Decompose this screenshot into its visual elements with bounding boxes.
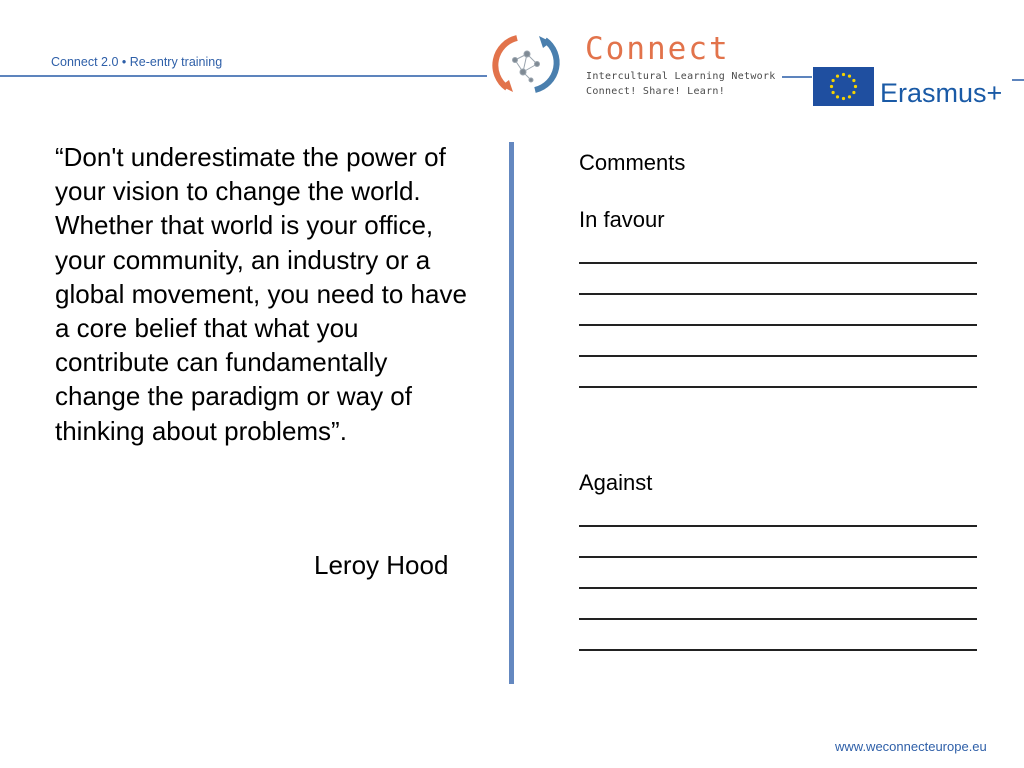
erasmus-logo-text: Erasmus+: [880, 78, 1003, 108]
footer-website-link[interactable]: www.weconnecteurope.eu: [835, 739, 987, 754]
in-favour-line[interactable]: [579, 326, 977, 357]
against-line[interactable]: [579, 620, 977, 651]
in-favour-lines: [579, 233, 979, 388]
quote-text: “Don't underestimate the power of your vision to change the world. Whether that world is your office, your community, an industry or a global movement, you need to have a core belief that what you contribute can fundamentally change the paradigm or way of thinking about problems”.: [55, 142, 467, 446]
in-favour-line[interactable]: [579, 357, 977, 388]
against-line[interactable]: [579, 589, 977, 620]
against-line[interactable]: [579, 527, 977, 558]
quote-author: Leroy Hood: [314, 550, 449, 580]
course-subtitle: Re-entry training: [129, 55, 223, 69]
header-rule-right: [1012, 79, 1024, 81]
vertical-divider: [509, 142, 514, 684]
against-lines: [579, 496, 979, 651]
eu-flag-icon: [813, 67, 874, 106]
connect-wordmark: Connect: [585, 31, 730, 67]
eu-star-icon: [842, 73, 845, 76]
eu-star-icon: [852, 91, 855, 94]
comments-heading: Comments: [579, 150, 686, 175]
header-rule-left: [0, 75, 487, 77]
header-title: [51, 55, 222, 69]
in-favour-line[interactable]: [579, 264, 977, 295]
against-line[interactable]: [579, 558, 977, 589]
connect-slogan: Connect! Share! Learn!: [586, 86, 726, 97]
eu-star-icon: [830, 85, 833, 88]
eu-star-icon: [842, 97, 845, 100]
connect-tagline: Intercultural Learning Network: [586, 71, 776, 82]
in-favour-line[interactable]: [579, 233, 977, 264]
eu-star-icon: [852, 79, 855, 82]
eu-star-icon: [848, 95, 851, 98]
header-rule-middle: [782, 76, 812, 78]
eu-star-icon: [832, 79, 835, 82]
against-line[interactable]: [579, 496, 977, 527]
header-separator: •: [121, 55, 127, 69]
eu-star-icon: [836, 75, 839, 78]
eu-star-icon: [836, 95, 839, 98]
eu-star-icon: [832, 91, 835, 94]
eu-star-icon: [854, 85, 857, 88]
connect-logo-icon: [487, 30, 565, 98]
eu-star-icon: [848, 75, 851, 78]
in-favour-label: In favour: [579, 207, 665, 232]
in-favour-line[interactable]: [579, 295, 977, 326]
course-name: Connect 2.0: [51, 55, 119, 69]
against-label: Against: [579, 470, 653, 495]
